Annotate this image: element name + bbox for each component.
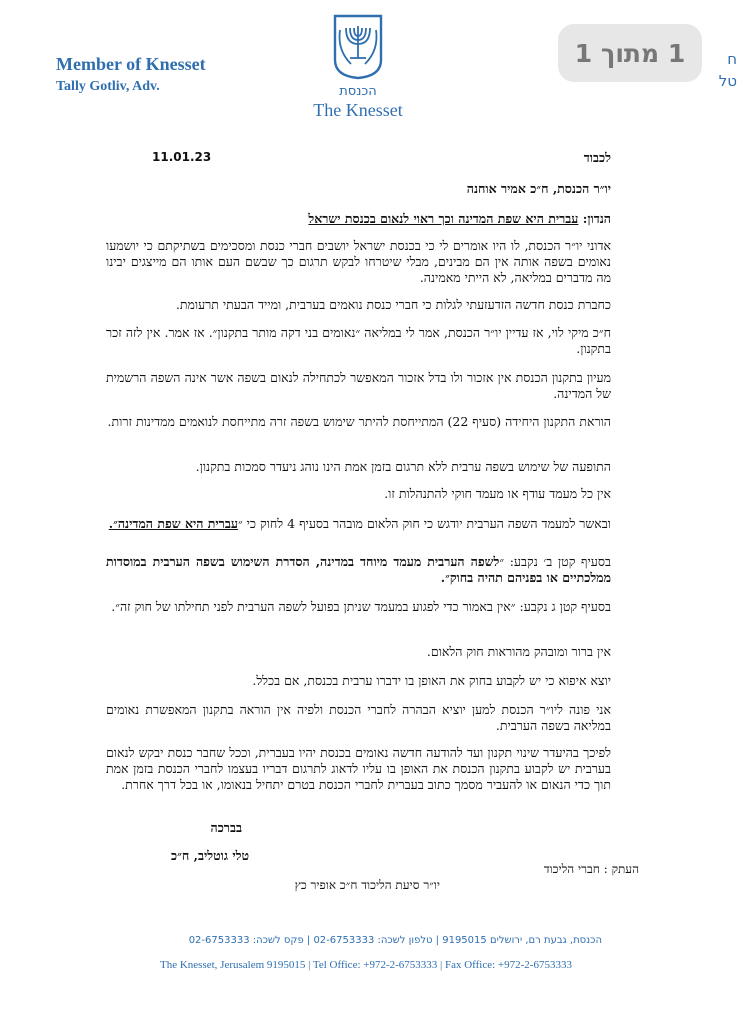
paragraph-2: כחברת כנסת חדשה הזדעזעתי לגלות כי חברי כנסת נואמים בערבית, ומייד הבעתי תרעומת. [175, 297, 611, 312]
knesset-name-hebrew: הכנסת [339, 84, 377, 99]
paragraph-9-intro: בסעיף קטן ב׳ נקבע: ״ [499, 554, 611, 569]
signature-name: טלי גוטליב, ח״כ [170, 848, 249, 863]
member-name: Tally Gotliv, Adv. [56, 79, 160, 94]
closing-blessing: בברכה [210, 820, 242, 835]
paragraph-9 [106, 554, 611, 586]
letter-recipient: יו״ר הכנסת, ח״כ אמיר אוחנה [466, 181, 611, 196]
paragraph-6: התופעה של שימוש בשפה ערבית ללא תרגום בזמן אמת הינו נוהג ניעדר סמכות בתקנון. [195, 459, 611, 474]
paragraph-5: הוראת התקנון היחידה (סעיף 22) המתייחסת להיתר שימוש בשפה זרה מתייחסת לנואמים ממדינות זרות. [107, 414, 611, 429]
paragraph-8-quote: עברית היא שפת המדינה״. [108, 516, 238, 531]
paragraph-4: מעיון בתקנון הכנסת אין אזכור ולו בדל אזכור המאפשר לכתחילה לנאום בשפה אשר אינה השפה הרשמית של המדינה. [106, 370, 611, 401]
paragraph-10: בסעיף קטן ג נקבע: ״אין באמור כדי לפגוע במעמד שניתן בפועל לשפה הערבית לפני תחילתו של חוק זה״. [111, 599, 611, 614]
paragraph-8 [106, 516, 611, 532]
paragraph-14: לפיכך בהיעדר שינוי תקנון ועד להודעה חדשה נאומים בכנסת יהיו בעברית, וככל שחבר כנסת יבקש לנאום בערבית יש לקבוע בתקנון הכנסת את האופן בו עליו לדאוג לתרגום דבריו בעצמו לחברי הכנסת בזמן אמת תוך כדי הנאום או להעביר מסמך כתוב בעברית לחברי הכנסת בטרם יתחיל בנאומו, או בכל דרך אחרת. [106, 745, 611, 792]
paragraph-9-quote: לשפה הערבית מעמד מיוחד במדינה, הסדרת השימוש בשפה הערבית במוסדות ממלכתיים או בפניהם תהיה בחוק״. [106, 554, 611, 585]
paragraph-1: אדוני יו״ר הכנסת, לו היו אומרים לי כי בכנסת ישראל יושבים חברי כנסת ומסכימים בשתיקתם כי יושמעו נאומים בשפה אותה אין הם מבינים, מבלי שיטרחו לבקש תרגום כך שבשם העם אותו הם מייצגים יבינו מה מדברים במליאה, לא הייתי מאמינה. [106, 238, 611, 285]
letter-subject [308, 211, 611, 227]
paragraph-12: יוצא איפוא כי יש לקבוע בחוק את האופן בו ידברו ערבית בכנסת, אם בכלל. [252, 673, 611, 688]
paragraph-8-intro: ובאשר למעמד השפה הערבית יודגש כי חוק הלאום מובהר בסעיף 4 לחוק כי ״ [237, 516, 611, 531]
letter-to-label: לכבוד [583, 150, 611, 165]
footer-english: The Knesset, Jerusalem 9195015 | Tel Office: +972-2-6753333 | Fax Office: +972-2-6753333 [160, 959, 572, 971]
paragraph-7: אין כל מעמד עודף או מעמד חוקי להתנהלות זו. [384, 486, 611, 501]
footer-hebrew: הכנסת, גבעת רם, ירושלים 9195015 | טלפון לשכה: 02-6753333 | פקס לשכה: 02-6753333 [188, 935, 602, 946]
subject-label: הנדון: [582, 211, 611, 226]
hebrew-header-partial-line2: טל [718, 72, 737, 90]
cc-line-1: העתק : חברי הליכוד [543, 862, 639, 876]
page-indicator-badge: 1 מתוך 1 [558, 24, 702, 82]
paragraph-11: אין ברור ומובהק מהוראות חוק הלאום. [426, 644, 611, 659]
subject-text: עברית היא שפת המדינה וכך ראוי לנאום בכנסת ישראל [308, 211, 579, 226]
knesset-name-english: The Knesset [313, 100, 403, 120]
hebrew-header-partial [719, 48, 739, 92]
letter-date: 11.01.23 [152, 150, 212, 164]
member-title: Member of Knesset [56, 54, 206, 74]
member-header [56, 54, 206, 95]
knesset-emblem-menorah-icon [333, 14, 383, 80]
hebrew-header-partial-line1: ח [727, 50, 737, 68]
paragraph-13: אני פונה ליו״ר הכנסת למען יוציא הבהרה לחברי הכנסת ולפיה אין הוראה בתקנון המאפשרת נאומים במליאה בשפה הערבית. [106, 702, 611, 733]
cc-line-2: יו״ר סיעת הליכוד ח״כ אופיר כץ [294, 878, 440, 892]
paragraph-3: ח״כ מיקי לוי, אז עדיין יו״ר הכנסת, אמר לי במליאה ״נאומים בני דקה מותר בתקנון״. אז אמר. אין לזה זכר בתקנון. [106, 325, 611, 356]
